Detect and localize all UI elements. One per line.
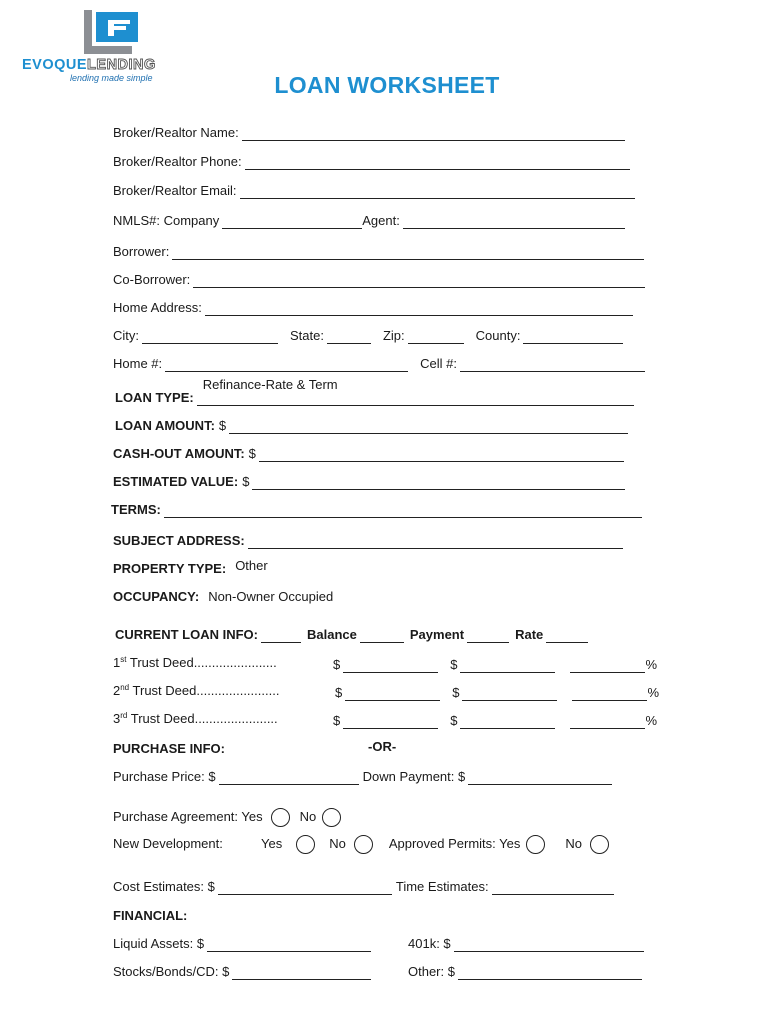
cost-estimates-field[interactable] [218,879,392,895]
city-row [113,328,623,344]
logo-mark-icon [84,10,146,54]
balance-field[interactable] [343,713,438,729]
nmls-agent-field[interactable] [403,213,625,229]
co-borrower-field[interactable] [193,272,645,288]
liquid-assets-row [113,936,371,952]
state-field[interactable] [327,328,371,344]
broker-phone-label: Broker/Realtor Phone: [113,154,242,169]
phone-row [113,356,645,372]
financial-label: FINANCIAL: [113,908,188,923]
trust-deed-label: 3rd Trust Deed....................... [113,711,278,726]
rate-percent: % [645,713,658,728]
current-loan-label: CURRENT LOAN INFO: [115,627,258,642]
trust-deed-row [113,683,659,701]
borrower-row [113,244,644,260]
trust-deed-label: 1st Trust Deed....................... [113,655,277,670]
loan-amount-field[interactable] [229,418,628,434]
broker-phone-field[interactable] [245,154,630,170]
rate-header: Rate [515,627,544,642]
occupancy-row [113,589,333,605]
broker-name-label: Broker/Realtor Name: [113,125,239,140]
home-phone-label: Home #: [113,356,163,371]
new-dev-no-label: No [329,836,346,851]
purchase-price-row [113,769,612,785]
cashout-currency: $ [248,446,256,461]
new-development-label: New Development: [113,836,223,851]
new-dev-yes-label: Yes [261,836,283,851]
trust-deed-row [113,711,657,729]
k401-field[interactable] [454,936,644,952]
subject-address-label: SUBJECT ADDRESS: [113,533,245,548]
logo-wordmark: EVOQUELENDING [22,57,156,73]
cashout-row [113,446,624,462]
subject-address-field[interactable] [248,533,623,549]
estimates-row [113,879,614,895]
logo-tagline: lending made simple [70,73,153,83]
agreement-yes-radio[interactable] [271,808,290,827]
liquid-assets-label: Liquid Assets: $ [113,936,205,951]
balance-dollar: $ [333,713,341,728]
occupancy-label: OCCUPANCY: [113,589,200,604]
co-borrower-row [113,272,645,288]
approved-permits-label: Approved Permits: Yes [388,836,521,851]
estimated-value-field[interactable] [252,474,625,490]
rate-field[interactable] [570,713,645,729]
terms-field[interactable] [164,502,642,518]
page-title: LOAN WORKSHEET [274,72,500,98]
loan-type-value: Refinance-Rate & Term [202,377,338,392]
nmls-agent-label: Agent: [362,213,400,228]
rate-field[interactable] [572,685,647,701]
payment-dollar: $ [452,685,460,700]
stocks-field[interactable] [232,964,371,980]
county-field[interactable] [523,328,623,344]
estimated-value-row [113,474,625,490]
city-field[interactable] [142,328,278,344]
cost-estimates-label: Cost Estimates: $ [113,879,215,894]
new-dev-no-radio[interactable] [354,835,373,854]
purchase-agreement-label: Purchase Agreement: Yes [113,809,263,824]
subject-address-row [113,533,623,549]
state-label: State: [290,328,324,343]
broker-email-row [113,183,635,199]
payment-field[interactable] [460,657,555,673]
zip-label: Zip: [382,328,405,343]
permits-no-label: No [565,836,582,851]
nmls-row [113,213,625,229]
new-development-row [113,834,609,854]
loan-type-row [115,377,634,406]
borrower-label: Borrower: [113,244,170,259]
estimated-value-label: ESTIMATED VALUE: [113,474,239,489]
loan-type-field[interactable] [197,377,634,406]
broker-name-row [113,125,625,141]
nmls-company-field[interactable] [222,213,362,229]
agreement-no-label: No [299,809,317,824]
other-field[interactable] [458,964,642,980]
loan-amount-label: LOAN AMOUNT: [115,418,215,433]
co-borrower-label: Co-Borrower: [113,272,191,287]
borrower-field[interactable] [172,244,644,260]
trust-deed-label: 2nd Trust Deed....................... [113,683,280,698]
home-address-field[interactable] [205,300,633,316]
cashout-label: CASH-OUT AMOUNT: [113,446,245,461]
other-label: Other: $ [408,964,455,979]
agreement-no-radio[interactable] [322,808,341,827]
time-estimates-field[interactable] [492,879,614,895]
zip-field[interactable] [408,328,464,344]
purchase-agreement-row [113,807,341,827]
nmls-company-label: NMLS#: Company [113,213,220,228]
broker-name-field[interactable] [242,125,625,141]
balance-field[interactable] [345,685,440,701]
occupancy-value: Non-Owner Occupied [208,589,334,604]
rate-percent: % [647,685,660,700]
home-address-row [113,300,633,316]
stocks-label: Stocks/Bonds/CD: $ [113,964,230,979]
property-type-label: PROPERTY TYPE: [113,561,227,576]
down-payment-label: Down Payment: $ [362,769,466,784]
cell-field[interactable] [460,356,645,372]
county-label: County: [475,328,521,343]
payment-field[interactable] [460,713,555,729]
terms-label: TERMS: [111,502,161,517]
payment-dollar: $ [450,713,458,728]
rate-percent: % [645,657,658,672]
loan-amount-currency: $ [218,418,227,433]
new-dev-yes-radio[interactable] [296,835,315,854]
rate-blank[interactable] [546,627,588,643]
purchase-price-field[interactable] [219,769,359,785]
estimated-value-currency: $ [242,474,250,489]
property-type-value: Other [235,558,268,573]
broker-phone-row [113,154,630,170]
payment-blank[interactable] [467,627,509,643]
current-loan-blank[interactable] [261,627,301,643]
cashout-field[interactable] [259,446,624,462]
loan-type-label: LOAN TYPE: [115,390,194,405]
balance-blank[interactable] [360,627,404,643]
k401-label: 401k: $ [408,936,451,951]
rate-field[interactable] [570,657,645,673]
time-estimates-label: Time Estimates: [395,879,489,894]
other-row [408,964,642,980]
trust-deed-row [113,655,657,673]
balance-dollar: $ [333,657,341,672]
stocks-row [113,964,371,980]
terms-row [111,502,642,518]
property-type-row [113,558,268,577]
permits-yes-radio[interactable] [526,835,545,854]
payment-dollar: $ [450,657,458,672]
down-payment-field[interactable] [468,769,612,785]
or-separator: -OR- [368,739,397,754]
purchase-price-label: Purchase Price: $ [113,769,216,784]
city-label: City: [113,328,139,343]
broker-email-label: Broker/Realtor Email: [113,183,237,198]
balance-header: Balance [307,627,357,642]
home-address-label: Home Address: [113,300,202,315]
broker-email-field[interactable] [240,183,635,199]
loan-amount-row [115,418,628,434]
current-loan-header [115,627,588,643]
payment-field[interactable] [462,685,557,701]
balance-dollar: $ [335,685,343,700]
cell-label: Cell #: [420,356,457,371]
purchase-info-label: PURCHASE INFO: [113,741,225,756]
permits-no-radio[interactable] [590,835,609,854]
home-phone-field[interactable] [165,356,408,372]
balance-field[interactable] [343,657,438,673]
k401-row [408,936,644,952]
liquid-assets-field[interactable] [207,936,371,952]
payment-header: Payment [409,627,465,642]
